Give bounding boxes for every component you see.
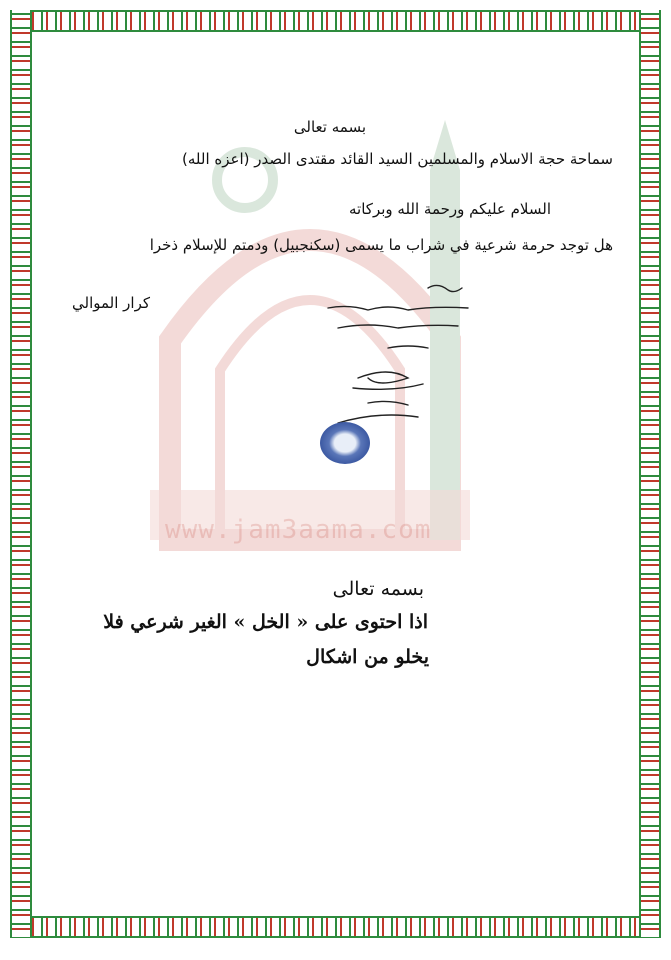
question-line-3: هل توجد حرمة شرعية في شراب ما يسمى (سكنجبيل) ودمتم للإسلام ذخرا bbox=[149, 236, 613, 254]
border-right bbox=[639, 10, 661, 938]
answer-line-2: يخلو من اشكال bbox=[306, 646, 429, 668]
border-bottom bbox=[10, 916, 661, 938]
question-line-1: سماحة حجة الاسلام والمسلمين السيد القائد مقتدى الصدر (اعزه الله) bbox=[182, 150, 613, 168]
answer-header: بسمه تعالى bbox=[332, 578, 424, 600]
border-top bbox=[10, 10, 661, 32]
answer-line-1: اذا احتوى على « الخل » الغير شرعي فلا bbox=[103, 611, 428, 633]
border-left bbox=[10, 10, 32, 938]
question-line-2: السلام عليكم ورحمة الله وبركاته bbox=[349, 200, 551, 218]
official-seal-icon bbox=[320, 422, 370, 464]
question-header: بسمه تعالى bbox=[293, 118, 366, 136]
question-sender: كرار الموالي bbox=[72, 294, 150, 312]
watermark-url: www.jam3aama.com bbox=[165, 515, 432, 545]
